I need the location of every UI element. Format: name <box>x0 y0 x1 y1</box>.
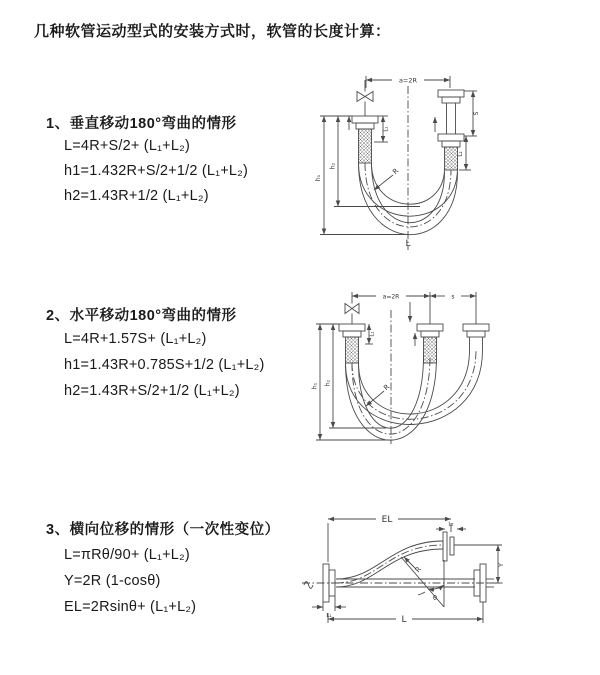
dim-el-label: EL <box>381 515 393 525</box>
dim-radius <box>374 167 400 190</box>
angle-construction <box>401 557 444 607</box>
valve-icon <box>357 80 373 116</box>
section-1-heading: 1、垂直移动180°弯曲的情形 <box>46 116 237 132</box>
hose-fitting-middle <box>417 324 443 363</box>
section-3-formula-length: L=πRθ/90+ (L₁+L₂) <box>64 547 190 563</box>
section-2-formula-h1: h1=1.43R+0.785S+1/2 (L₁+L₂) <box>64 357 265 373</box>
dim-l <box>328 602 483 625</box>
dim-l1-label: L₁ <box>383 126 390 132</box>
diagram-lateral-displacement <box>298 505 590 647</box>
radius-label: R <box>413 565 424 575</box>
dim-l1 <box>365 324 376 344</box>
section-1-formula-h2: h2=1.43R+1/2 (L₁+L₂) <box>64 188 209 204</box>
hose-fitting-left <box>339 324 365 363</box>
valve-icon <box>345 296 359 324</box>
section-3-heading: 3、横向位移的情形（一次性变位） <box>46 522 280 538</box>
dim-h1-label: h₁ <box>315 174 322 182</box>
dim-width-label: a=2R <box>398 76 418 85</box>
hose-fitting-right <box>463 324 489 350</box>
dim-h2-label: h₂ <box>329 162 337 170</box>
section-1-formula-h1: h1=1.432R+S/2+1/2 (L₁+L₂) <box>64 163 249 179</box>
hose-fitting-right-upper <box>438 90 464 134</box>
hose-s-curve <box>336 541 443 587</box>
section-2-formula-length: L=4R+1.57S+ (L₁+L₂) <box>64 331 207 347</box>
hose-fitting-left <box>352 116 378 163</box>
dim-l2-label: L₂ <box>458 151 464 157</box>
dim-s-label: S <box>473 111 480 116</box>
dim-h1-label: h₁ <box>311 382 319 390</box>
section-1-formula-length: L=4R+S/2+ (L₁+L₂) <box>64 138 190 154</box>
dim-l1 <box>374 116 390 142</box>
dim-h2 <box>330 116 421 207</box>
page-title: 几种软管运动型式的安装方式时，软管的长度计算： <box>34 23 391 40</box>
dim-l1-label: L₁ <box>369 331 376 337</box>
diagram-vertical-bend <box>308 66 578 258</box>
diagram-horizontal-bend <box>306 286 590 452</box>
dim-h2-label: h₂ <box>324 379 332 387</box>
angle-label: θ <box>433 594 437 602</box>
dim-y <box>454 545 505 583</box>
dim-y-label: Y <box>497 563 505 567</box>
radius-label: R <box>382 382 392 393</box>
dim-stroke-s <box>464 91 480 136</box>
section-2-formula-h2: h2=1.43R+S/2+1/2 (L₁+L₂) <box>64 383 240 399</box>
dim-el <box>328 515 454 562</box>
dim-l2-label: L₂ <box>448 521 454 528</box>
radius-label: R <box>391 166 401 177</box>
dim-width <box>352 292 476 324</box>
total-length-label: L <box>405 239 411 249</box>
flange-upper-right <box>443 532 454 561</box>
dim-width-label: a=2R <box>382 293 400 301</box>
hose-curves <box>346 350 483 440</box>
section-3-formula-y: Y=2R (1-cosθ) <box>64 573 161 589</box>
dim-l1-label: L₁ <box>326 613 332 619</box>
section-2-heading: 2、水平移动180°弯曲的情形 <box>46 308 237 324</box>
dim-l-label: L <box>401 615 407 625</box>
dim-shift <box>430 294 476 301</box>
dim-radius <box>366 383 391 406</box>
section-3-formula-el: EL=2Rsinθ+ (L₁+L₂) <box>64 599 197 615</box>
dim-shift-label: s <box>451 293 455 301</box>
